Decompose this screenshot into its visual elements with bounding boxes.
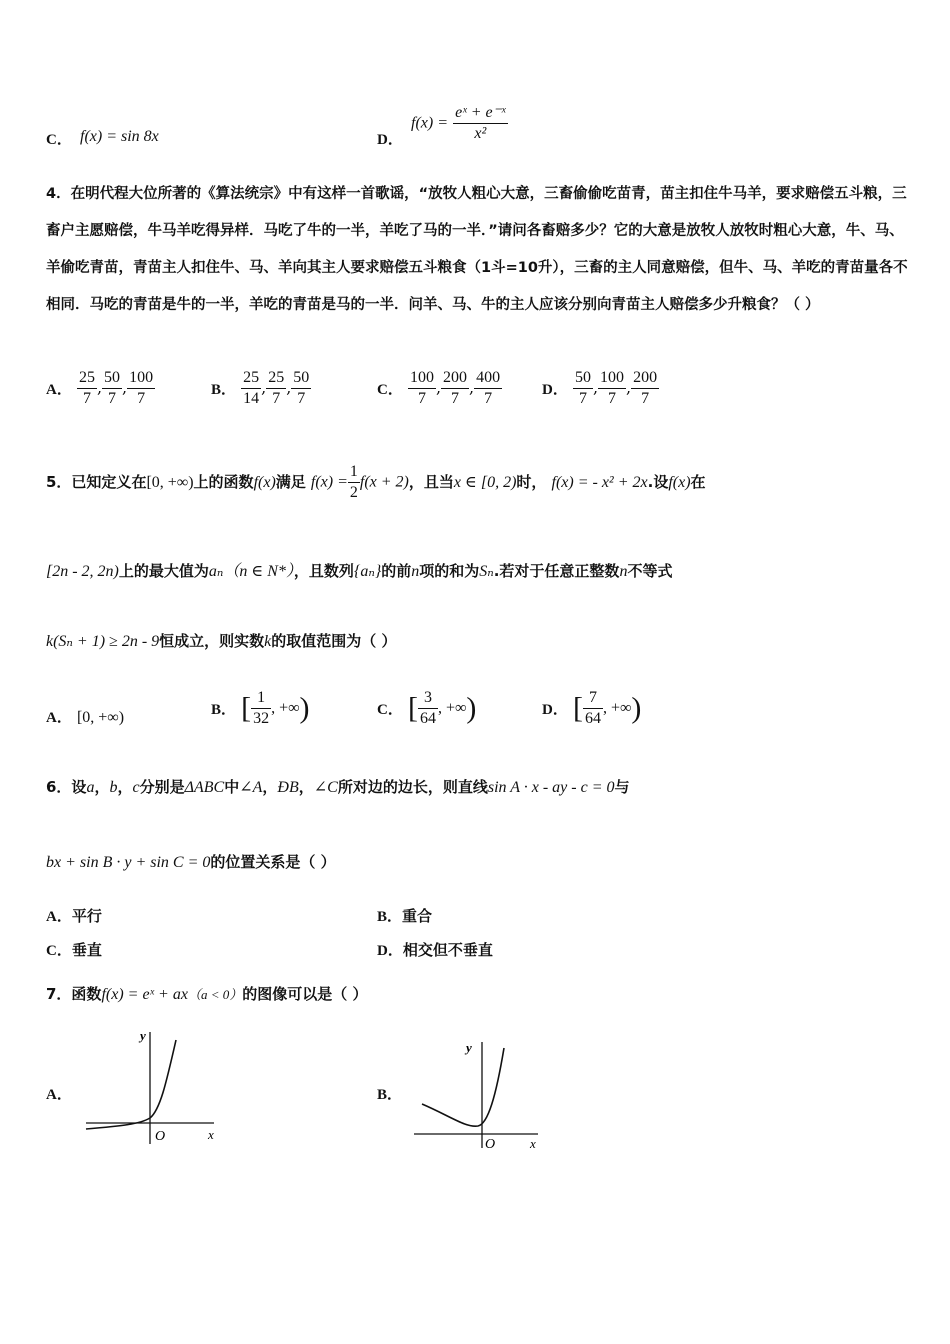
- numerator: 25: [266, 368, 286, 389]
- q5-option-c: C． [ $\frac{3}{64}$ , +∞): [377, 689, 477, 727]
- q3-option-c-label: C．: [46, 132, 72, 148]
- q5-definition: f(x) = - x² + 2x: [551, 474, 648, 491]
- q6-c-label: C．: [46, 943, 72, 959]
- curve-a: [86, 1040, 176, 1129]
- q6-text-6: 的位置关系是（ ）: [210, 853, 336, 871]
- q6-d-text: 相交但不垂直: [402, 941, 493, 959]
- q5-line-1: [46, 462, 706, 503]
- q5-an: aₙ: [208, 563, 224, 580]
- q6-line-eq-1: sin A · x - ay - c = 0: [487, 779, 615, 796]
- numerator: 400: [474, 368, 502, 389]
- y-label: y: [140, 1028, 146, 1043]
- q4-option-c: C． $\frac{100}{7}$ , $\frac{200}{7}$ , $\frac{400}{7}$: [377, 369, 501, 407]
- curve-b: [422, 1048, 504, 1126]
- q5-d-label: D．: [542, 702, 568, 718]
- q7-graph-b: [410, 1036, 550, 1152]
- q6-angle-a: ∠A: [239, 779, 263, 796]
- denominator: 7: [484, 390, 493, 407]
- numerator: 7: [583, 688, 603, 709]
- q5-text-10: 的前: [381, 562, 412, 580]
- q6-a-text: 平行: [71, 907, 102, 925]
- q5-option-b: B． [ $\frac{1}{32}$ , +∞): [211, 689, 310, 727]
- denominator: 7: [82, 390, 91, 407]
- q6-a-label: A．: [46, 909, 72, 925]
- y-label: y: [466, 1040, 472, 1055]
- q6-c-text: 垂直: [71, 941, 102, 959]
- denominator: 7: [578, 390, 587, 407]
- q3-d-numerator: eˣ + e⁻ˣ: [453, 103, 507, 124]
- q6-angle-b: ÐB: [277, 779, 299, 796]
- q5-text-1: 5．已知定义在: [46, 473, 147, 491]
- numerator: 25: [77, 368, 97, 389]
- denominator: 7: [108, 390, 117, 407]
- q5-k: k: [264, 633, 272, 650]
- q5-option-a: [46, 706, 124, 727]
- q5-n: n: [411, 563, 420, 580]
- numerator: 100: [408, 368, 436, 389]
- q4-c-frac-3: [474, 368, 502, 409]
- q6-angle-c: ∠C: [313, 779, 338, 796]
- denominator: 64: [584, 710, 601, 727]
- q5-text-13: 不等式: [627, 562, 673, 580]
- numerator: 50: [291, 368, 311, 389]
- q6-option-c: [46, 939, 102, 960]
- q5-text-12: .若对于任意正整数: [493, 562, 620, 580]
- q5-line-3: [46, 630, 397, 651]
- q5-text-14: 恒成立，则实数: [159, 632, 265, 650]
- q5-text-8: 上的最大值为: [118, 562, 209, 580]
- q6-text-4: 所对边的边长，则直线: [337, 778, 488, 796]
- numerator: 50: [102, 368, 122, 389]
- q4-b-label: B．: [211, 382, 237, 398]
- origin-label: O: [155, 1129, 166, 1144]
- q5-option-d: D． [ $\frac{7}{64}$ , +∞): [542, 689, 642, 727]
- numerator: 200: [631, 368, 659, 389]
- q4-d-frac-2: [598, 368, 626, 409]
- q6-triangle: ΔABC: [184, 779, 225, 796]
- q5-half-fraction: [348, 462, 360, 503]
- numerator: 1: [251, 688, 271, 709]
- q3-d-lhs: f(x) =: [411, 114, 448, 132]
- q3-d-fraction: [453, 103, 507, 144]
- q5-condition: x ∈ [0, 2): [453, 474, 517, 491]
- q4-a-frac-1: [77, 368, 97, 409]
- x-label: x: [530, 1136, 536, 1151]
- q3-option-d-label: D．: [377, 132, 403, 148]
- q6-option-a: [46, 905, 102, 926]
- denominator: 7: [417, 390, 426, 407]
- q5-b-label: B．: [211, 702, 237, 718]
- q5-text-2: 上的函数: [193, 473, 254, 491]
- q5-text-4: ，且当: [408, 473, 454, 491]
- q4-a-label: A．: [46, 382, 72, 398]
- q6-option-b: [377, 905, 432, 926]
- q5-text-15: 的取值范围为（ ）: [271, 632, 397, 650]
- q5-sequence: {aₙ}: [353, 563, 382, 580]
- q5-c-tail: , +∞: [437, 699, 467, 717]
- q6-line-2: [46, 851, 336, 872]
- q5-domain: [0, +∞): [146, 474, 194, 491]
- q4-b-frac-3: [291, 368, 311, 409]
- q5-n-2: n: [619, 563, 628, 580]
- q4-c-frac-2: [441, 368, 469, 409]
- q5-a-expr: [0, +∞): [76, 709, 125, 726]
- q7-option-b-label: B．: [377, 1087, 403, 1103]
- denominator: 14: [243, 390, 260, 407]
- q7-text-2: 的图像可以是（ ）: [242, 985, 368, 1003]
- q6-line-1: [46, 776, 630, 797]
- numerator: 50: [573, 368, 593, 389]
- q5-b-fraction: [251, 688, 271, 729]
- denominator: 7: [641, 390, 650, 407]
- q5-inequality: k(Sₙ + 1) ≥ 2n - 9: [46, 633, 160, 650]
- q6-b: b: [109, 779, 118, 796]
- q5-c-fraction: [418, 688, 438, 729]
- q7-graph-a: [82, 1026, 222, 1148]
- q3-option-c-expr: f(x) = sin 8x: [80, 128, 159, 145]
- q5-n-set: （n ∈ N*）: [223, 563, 294, 580]
- q4-d-frac-1: [573, 368, 593, 409]
- q5-sn: Sₙ: [479, 563, 494, 580]
- separator: ，: [262, 778, 278, 796]
- q7-condition: （a < 0）: [187, 987, 243, 1002]
- q5-text-6: .设: [647, 473, 669, 491]
- q4-c-label: C．: [377, 382, 403, 398]
- origin-label: O: [485, 1137, 496, 1152]
- denominator: 7: [137, 390, 146, 407]
- denominator: 7: [451, 390, 460, 407]
- q5-text-9: ，且数列: [293, 562, 354, 580]
- q6-line-eq-2: bx + sin B · y + sin C = 0: [46, 854, 211, 871]
- q6-text-3: 中: [224, 778, 240, 796]
- separator: ，: [117, 778, 133, 796]
- q4-option-d: D． $\frac{50}{7}$ , $\frac{100}{7}$ , $\frac{200}{7}$: [542, 369, 658, 407]
- q7-function: f(x) = eˣ + ax: [101, 986, 188, 1003]
- q6-c: c: [132, 779, 140, 796]
- q3-d-denominator: x²: [474, 125, 487, 142]
- q6-d-label: D．: [377, 943, 403, 959]
- q4-a-frac-2: [102, 368, 122, 409]
- q5-interval: [2n - 2, 2n): [46, 563, 119, 580]
- numerator: 200: [441, 368, 469, 389]
- numerator: 25: [241, 368, 261, 389]
- q4-b-frac-2: [266, 368, 286, 409]
- q6-text-5: 与: [614, 778, 630, 796]
- numerator: 1: [348, 462, 360, 483]
- q4-b-frac-1: [241, 368, 261, 409]
- q7-option-a-label: A．: [46, 1087, 72, 1103]
- separator: ，: [94, 778, 110, 796]
- q5-relation-rhs: f(x + 2): [359, 473, 409, 491]
- q7-text-1: 7．函数: [46, 985, 102, 1003]
- q6-b-text: 重合: [402, 907, 433, 925]
- q5-d-fraction: [583, 688, 603, 729]
- q6-text-1: 6．设: [46, 778, 87, 796]
- q4-d-frac-3: [631, 368, 659, 409]
- x-label: x: [208, 1127, 214, 1142]
- q5-a-label: A．: [46, 710, 72, 726]
- denominator: 7: [608, 390, 617, 407]
- q4-d-label: D．: [542, 382, 568, 398]
- q4-option-b: B． $\frac{25}{14}$ , $\frac{25}{7}$ , $\frac{50}{7}$: [211, 369, 310, 407]
- denominator: 64: [419, 710, 436, 727]
- q3-option-d-expr: [411, 103, 508, 144]
- q6-a: a: [86, 779, 95, 796]
- q5-fx: f(x): [253, 474, 276, 491]
- q5-fx-2: f(x): [668, 474, 691, 491]
- denominator: 32: [253, 710, 270, 727]
- q4-option-a: A． $\frac{25}{7}$ , $\frac{50}{7}$ , $\frac{100}{7}$: [46, 369, 154, 407]
- q6-b-label: B．: [377, 909, 403, 925]
- q6-text-2: 分别是: [139, 778, 185, 796]
- numerator: 3: [418, 688, 438, 709]
- q5-text-7: 在: [690, 473, 706, 491]
- separator: ，: [298, 778, 314, 796]
- q5-line-2: [46, 558, 672, 581]
- q6-option-d: [377, 939, 493, 960]
- denominator: 7: [272, 390, 281, 407]
- q5-text-11: 项的和为: [419, 562, 480, 580]
- q7-line-1: [46, 983, 367, 1004]
- q4-a-frac-3: [127, 368, 155, 409]
- q4-stem: 4．在明代程大位所著的《算法统宗》中有这样一首歌谣，“放牧人粗心大意，三畜偷偷吃苗青，苗主扣住牛马羊，要求赔偿五斗粮，三畜户主愿赔偿，牛马羊吃得异样．马吃了牛的一半，羊吃了马的一半．”请问各畜赔多少？它的大意是放牧人放牧时粗心大意，牛、马、羊偷吃青苗，青苗主人扣住牛、马、羊向其主人要求赔偿五斗粮食（1斗=10升），三畜的主人同意赔偿，但牛、马、羊吃的青苗量各不相同．马吃的青苗是牛的一半，羊吃的青苗是马的一半．问羊、马、牛的主人应该分别向青苗主人赔偿多少升粮食？（ ）: [46, 186, 908, 313]
- q5-relation-lhs: f(x) =: [310, 473, 348, 491]
- q5-b-tail: , +∞: [271, 699, 300, 717]
- q4-c-frac-1: [408, 368, 436, 409]
- denominator: 2: [349, 484, 358, 501]
- q5-d-tail: , +∞: [602, 699, 632, 717]
- numerator: 100: [127, 368, 155, 389]
- numerator: 100: [598, 368, 626, 389]
- denominator: 7: [297, 390, 306, 407]
- q5-text-3: 满足: [275, 473, 306, 491]
- q5-c-label: C．: [377, 702, 403, 718]
- q5-text-5: 时，: [516, 473, 547, 491]
